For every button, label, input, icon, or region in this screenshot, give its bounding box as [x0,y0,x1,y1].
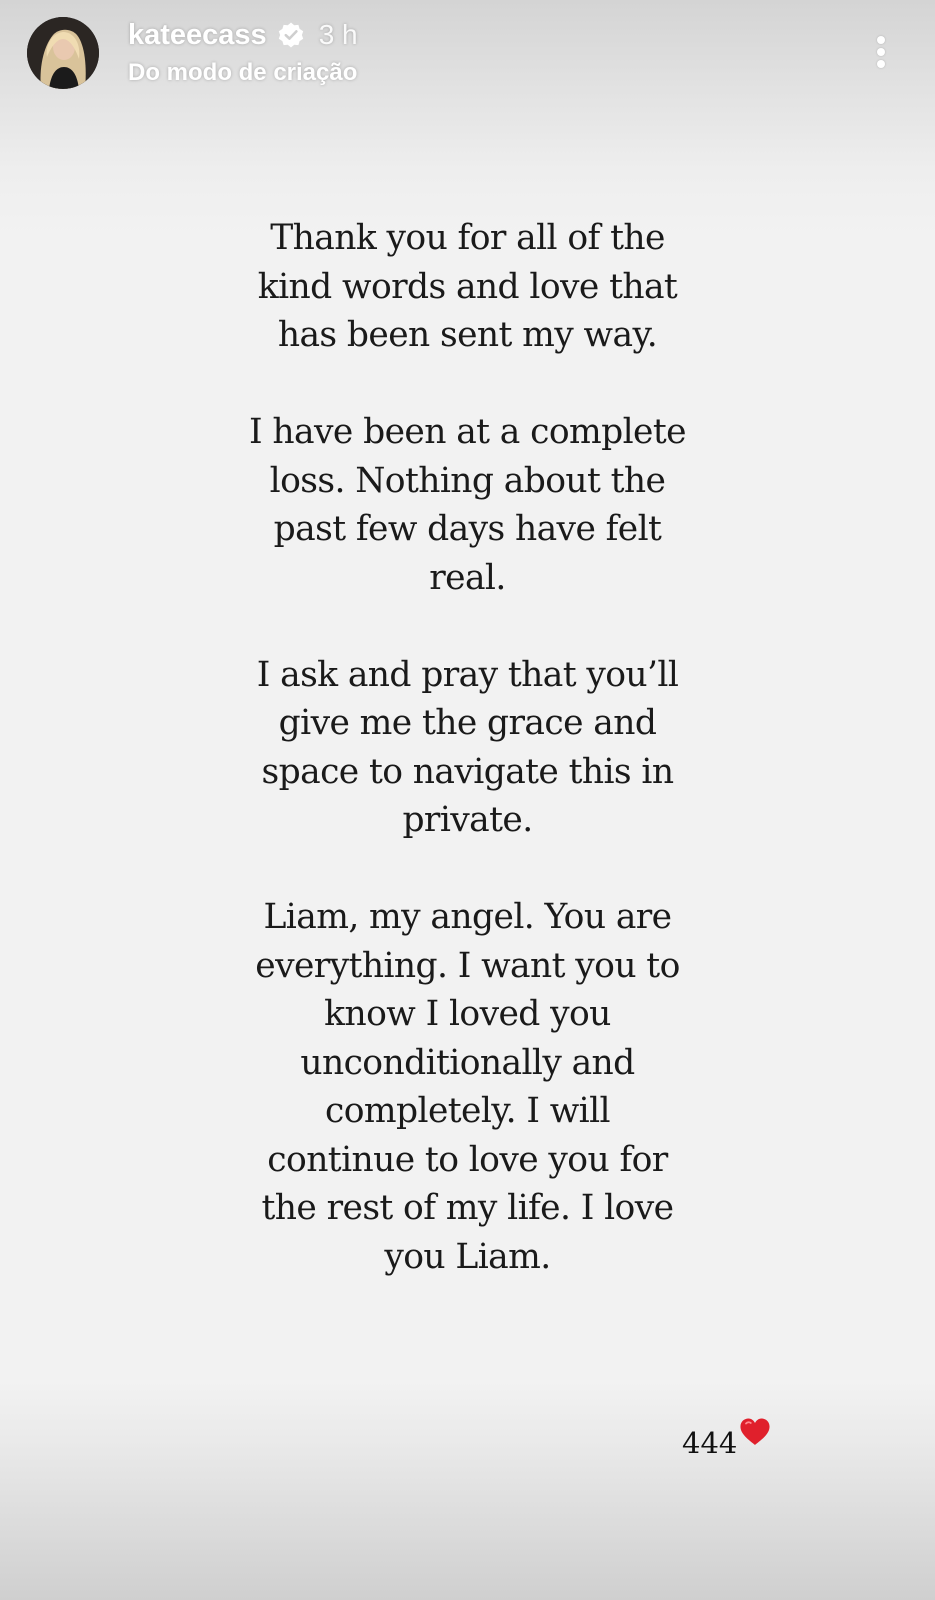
message-line: unconditionally and [300,1042,635,1083]
message-paragraph [200,651,735,845]
user-line [128,15,358,55]
message-paragraph [200,893,735,1281]
profile-avatar[interactable] [27,17,99,89]
message-line: past few days have felt [273,509,662,549]
message-line: you Liam. [384,1236,551,1277]
message-line: Liam, my angel. You are [263,897,672,937]
story-header [0,0,935,110]
story-message [200,214,735,1281]
message-line: know I loved you [324,994,611,1034]
message-line: has been sent my way. [277,315,658,355]
message-paragraph [200,408,735,602]
message-line: I have been at a complete [249,412,686,452]
post-time: 3 h [318,19,358,50]
message-line: private. [402,800,533,840]
message-line: completely. I will [325,1091,610,1131]
more-vertical-icon-dot [877,48,885,56]
message-line: Thank you for all of the [270,218,665,258]
message-line: everything. I want you to [255,945,680,986]
story-source-label[interactable]: Do modo de criação [128,59,358,86]
avatar-photo [27,17,99,89]
message-line: kind words and love that [257,266,678,307]
message-line: space to navigate this in [261,751,674,792]
signature [682,1426,772,1460]
message-line: the rest of my life. I love [261,1188,674,1228]
message-line: give me the grace and [278,703,657,743]
signature-text: 444 [682,1426,738,1460]
more-vertical-icon [877,36,885,44]
verified-badge-icon [277,21,305,49]
more-vertical-icon-dot [877,60,885,68]
message-line: I ask and pray that you’ll [256,654,679,695]
red-heart-icon [738,1416,772,1448]
message-line: loss. Nothing about the [269,460,666,501]
message-line: continue to love you for [267,1139,668,1180]
username-link[interactable]: kateecass [128,18,267,51]
more-options-button[interactable] [862,30,902,74]
message-line: real. [429,557,506,598]
message-paragraph [200,214,735,360]
